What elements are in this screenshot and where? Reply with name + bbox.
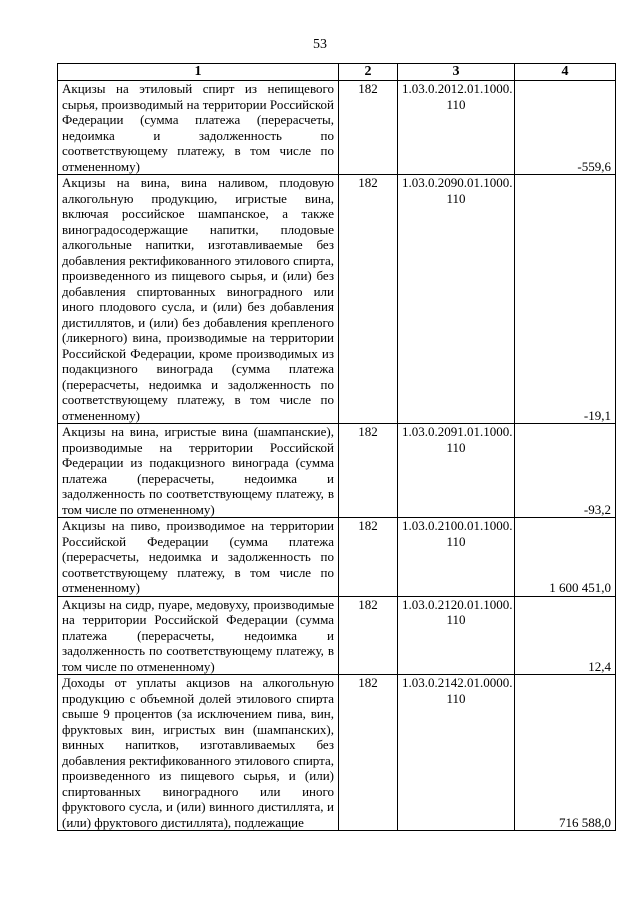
- table-row: [58, 518, 616, 597]
- row-description: Акцизы на сидр, пуаре, медовуху, производимые на территории Российской Федерации (сумма платежа (перерасчеты, недоимка и задолженность по соответствующему платежу, в том числе по отмененному): [58, 596, 339, 675]
- row-admin-code: 182: [339, 424, 398, 518]
- revenue-table: [57, 63, 616, 831]
- row-budget-code: 1.03.0.2142.01.0000. 110: [398, 675, 515, 831]
- page-number: 53: [313, 37, 327, 52]
- row-amount: -559,6: [515, 81, 616, 175]
- table-row: [58, 424, 616, 518]
- row-description: Доходы от уплаты акцизов на алкогольную продукцию с объемной долей этилового спирта свыше 9 процентов (за исключением пива, вин, фруктовых вин, игристых вин (шампанских), винных напитков, изготавливаемых без добавления ректификованного этилового спирта, произведенного из пищевого сырья, и (или) спиртованных виноградного или иного фруктового сусла, и (или) винного дистиллята, и (или) фруктового дистиллята), подлежащие: [58, 675, 339, 831]
- header-col-1: 1: [58, 64, 339, 81]
- row-budget-code: 1.03.0.2120.01.1000. 110: [398, 596, 515, 675]
- row-description: Акцизы на вина, вина наливом, плодовую алкогольную продукцию, игристые вина, включая российское шампанское, а также виноградосодержащие напитки, плодовые алкогольные напитки, изготавливаемые без добавления ректификованного этилового спирта, произведенного из пищевого сырья, и (или) без добавления спиртованных виноградного или иного плодового сусла, и (или) без добавления дистиллятов, и (или) без добавления крепленого (ликерного) вина, производимые на территории Российской Федерации, кроме производимых из подакцизного винограда (сумма платежа (перерасчеты, недоимка и задолженность по соответствующему платежу, в том числе по отмененному): [58, 175, 339, 424]
- table-row: [58, 175, 616, 424]
- row-budget-code: 1.03.0.2091.01.1000. 110: [398, 424, 515, 518]
- table-row: [58, 81, 616, 175]
- row-amount: 1 600 451,0: [515, 518, 616, 597]
- row-amount: -19,1: [515, 175, 616, 424]
- row-budget-code: 1.03.0.2100.01.1000. 110: [398, 518, 515, 597]
- row-amount: -93,2: [515, 424, 616, 518]
- row-description: Акцизы на пиво, производимое на территории Российской Федерации (сумма платежа (перерасчеты, недоимка и задолженность по соответствующему платежу, в том числе по отмененному): [58, 518, 339, 597]
- table-row: [58, 596, 616, 675]
- row-budget-code: 1.03.0.2012.01.1000. 110: [398, 81, 515, 175]
- row-admin-code: 182: [339, 518, 398, 597]
- table-header-row: [58, 64, 616, 81]
- row-admin-code: 182: [339, 596, 398, 675]
- table-row: [58, 675, 616, 831]
- row-admin-code: 182: [339, 675, 398, 831]
- row-admin-code: 182: [339, 175, 398, 424]
- row-budget-code: 1.03.0.2090.01.1000. 110: [398, 175, 515, 424]
- row-amount: 716 588,0: [515, 675, 616, 831]
- row-amount: 12,4: [515, 596, 616, 675]
- row-description: Акцизы на вина, игристые вина (шампанские), производимые на территории Российской Федерации из подакцизного винограда (сумма платежа (перерасчеты, недоимка и задолженность по соответствующему платежу, в том числе по отмененному): [58, 424, 339, 518]
- row-admin-code: 182: [339, 81, 398, 175]
- header-col-2: 2: [339, 64, 398, 81]
- header-col-3: 3: [398, 64, 515, 81]
- row-description: Акцизы на этиловый спирт из непищевого сырья, производимый на территории Российской Федерации (сумма платежа (перерасчеты, недоимка и задолженность по соответствующему платежу, в том числе по отмененному): [58, 81, 339, 175]
- header-col-4: 4: [515, 64, 616, 81]
